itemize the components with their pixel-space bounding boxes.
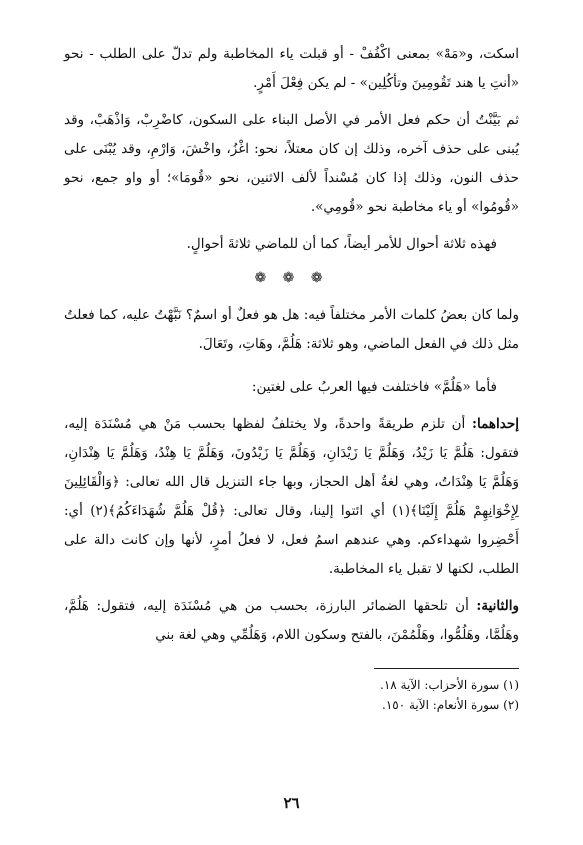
paragraph-2: ثم بَيَّنْتُ أن حكم فعل الأمر في الأصل البناء على السكون، كاضْرِبْ، وَاذْهَبْ، وقد يُبنى على حذف آخره، وذلك إن كان معتلاً، نحو: اغْزُ، واخْشَ، وَارْمِ، وقد يُبْنَى على حذف النون، وذلك إذا كان مُسْنداً لألف الاثنين، نحو «قُومَا»؛ أو واو جمع، نحو «قُومُوا» أو ياء مخاطبة نحو «قُومِي».: [64, 112, 519, 215]
paragraph-6-lead: إحداهما:: [472, 416, 519, 432]
paragraph-7-lead: والثانية:: [476, 598, 519, 614]
paragraph-1: اسكت، و«مَهْ» بمعنى اكْفُفْ - أو قبلت ياء المخاطبة ولم تدلّ على الطلب - نحو «أنتِ يا هند تَقُومِينَ وتأكُلِين» - لم يكن فِعْلَ أَمْرٍ.: [64, 46, 519, 91]
paragraph-3: فهذه ثلاثة أحوال للأمر أيضاً، كما أن للماضي ثلاثةَ أحوالٍ.: [186, 236, 497, 252]
paragraph-7: [64, 592, 519, 650]
footnote-divider: [374, 668, 519, 669]
page-number: ٢٦: [283, 794, 300, 812]
paragraph-6-text: أن تلزم طريقةً واحدةً، ولا يختلفُ لفظها بحسب مَنْ هي مُسْنَدَة إليه، فتقول: هَلُمَّ يَا زَيْدُ، وَهَلُمَّ يَا زَيْدَانِ، وَهَلُمَّ يَا زَيْدُونَ، وَهَلُمَّ يَا هِنْدُ، وَهَلُمَّ يَا هِنْدَانِ، وَهَلُمَّ يَا هِنْدَاتُ، وهي لغةُ أهل الحجاز، وبها جاء التنزيل قال الله تعالى: ﴿وَالْقَائِلِينَ لِإِخْوَانِهِمْ هَلُمَّ إِلَيْنَا﴾(١) أي ائتوا إلينا، وقال تعالى: ﴿قُلْ هَلُمَّ شُهَدَاءَكُمُ﴾(٢) أي: أَحْضِروا شهداءكم. وهي عندهم اسمُ فعل، لا فعلُ أمرٍ، لأنها وإن كانت دالة على الطلب، لكنها لا تقبل ياء المخاطبة.: [64, 416, 519, 577]
footnote-2: (٢) سورة الأنعام: الآية ١٥٠.: [382, 698, 519, 712]
paragraph-6: [64, 410, 519, 584]
paragraph-4: ولما كان بعضُ كلمات الأمر مختلفاً فيه: هل هو فعلٌ أو اسمٌ؟ نَبَّهْتُ عليه، كما فعلتُ مثل ذلك في الفعل الماضي، وهو ثلاثة: هَلُمَّ، وهَاتِ، وتَعَالَ.: [64, 307, 519, 352]
section-divider-stars: ❁ ❁ ❁: [254, 270, 329, 286]
paragraph-7-text: أن تلحقها الضمائر البارزة، بحسب من هي مُسْنَدَة إليه، فتقول: هَلُمَّ، وهَلُمَّا، وهَلُمُّوا، وهَلْمُمْنَ، بالفتح وسكون اللام، وَهَلُمِّي وهي لغة بني: [64, 598, 519, 643]
page-body: [64, 40, 519, 715]
footnote-1: (١) سورة الأحزاب: الآية ١٨.: [380, 678, 519, 692]
paragraph-5: فأما «هَلُمَّ» فاختلفت فيها العربُ على لغتين:: [251, 379, 497, 395]
